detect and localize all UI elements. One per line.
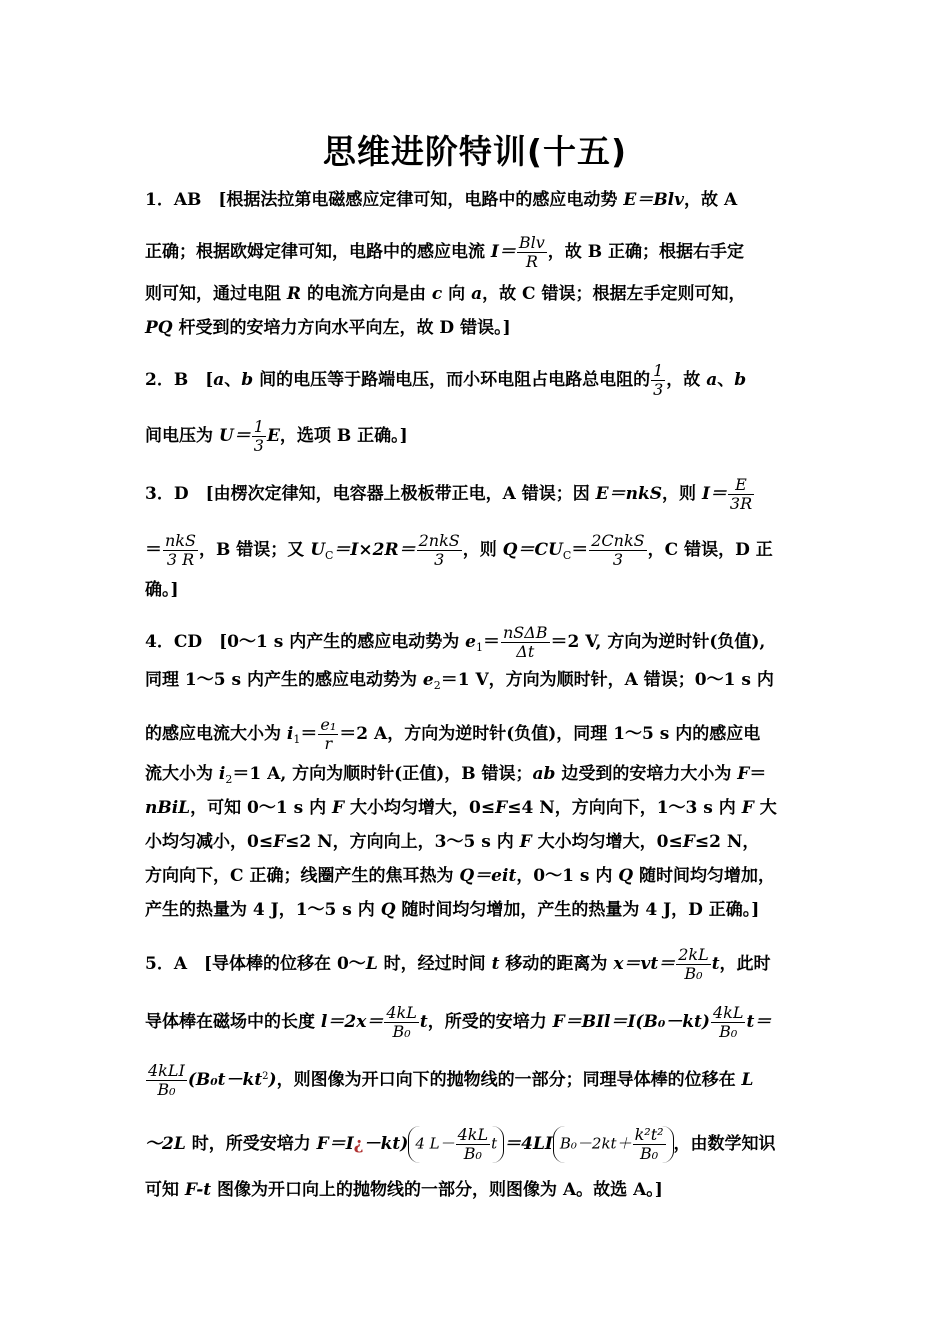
answer-4-line-3: 的感应电流大小为 $i_1=$ $\frac{\text{e₁}}{r}$ ＝2 A，方向为逆时针(负值)，同理 1～5 s 内的感应电 bbox=[145, 715, 761, 753]
answer-4-line-1: 4．CD [0～1 s 内产生的感应电动势为 $e_1=$ nSΔB Δt ＝2 V, 方向为逆时针(负值), bbox=[145, 623, 766, 661]
answer-5-line-1: 5．A [导体棒的位移在 0～L 时，经过时间 t 移动的距离为 x＝vt＝ $\frac{2kL}{\text{B₀}}$ t，此时 bbox=[145, 945, 771, 983]
answer-5-line-2: 导体棒在磁场中的长度 l＝2x＝ $\frac{4kL}{\text{B₀}}$ t，所受的安培力 F＝BIl＝I(B₀－kt) $\frac{4kL}{\text{B₀}}$ t＝ bbox=[145, 1003, 772, 1041]
fraction: $\frac{\text{e₁}}{r}$ bbox=[320, 715, 337, 753]
fraction: $\frac{4kL}{\text{B₀}}$ bbox=[712, 1003, 744, 1041]
fraction: $\frac{4kL}{\text{B₀}}$ bbox=[386, 1003, 417, 1041]
fraction: $\frac{2kL}{\text{B₀}}$ bbox=[678, 945, 709, 983]
fraction: Blv R bbox=[518, 233, 545, 271]
answer-2-line-2: 间电压为 U＝ $\frac{1}{3}$ E，选项 B 正确。] bbox=[145, 417, 408, 455]
answer-4-line-8: 产生的热量为 4 J，1～5 s 内 Q 随时间均匀增加，产生的热量为 4 J，D 正确。] bbox=[145, 900, 760, 920]
fraction: nSΔB Δt bbox=[502, 623, 548, 661]
fraction: $\frac{\text{k²t²}}{\text{B₀}}$ bbox=[634, 1125, 664, 1163]
answer-4-line-6: 小均匀减小，0≤F≤2 N，方向向上，3～5 s 内 F 大小均匀增大，0≤F≤2 N， bbox=[145, 832, 760, 852]
answer-3-line-2: ＝ nkS 3 R ，B 错误；又 $U_C=I\times 2R=$ 2nkS 3 ，则 $Q=CU_C=$ 2CnkS 3 ，C 错误，D 正 bbox=[145, 531, 773, 569]
answer-4-line-7: 方向向下，C 正确；线圈产生的焦耳热为 Q＝eit，0～1 s 内 Q 随时间均匀增加， bbox=[145, 866, 776, 886]
answer-3-line-1: 3．D [由楞次定律知，电容器上极板带正电，A 错误；因 E＝nkS，则 I＝ $\frac{E}{3R}$ bbox=[145, 475, 753, 513]
answer-3-line-3: 确。] bbox=[145, 580, 179, 600]
fraction: $\frac{4kL}{\text{B₀}}$ bbox=[457, 1125, 489, 1163]
fraction: 2nkS 3 bbox=[418, 531, 460, 569]
answer-5-line-4: ～2L 时，所受安培力 F＝I¿－kt) 4 L－ $\frac{4kL}{\text{B₀}}$ t ＝4LI B₀－2kt＋ $\frac{\text{k²t²}}{\text{B₀}}$ ，由数学知识 bbox=[145, 1125, 776, 1163]
answer-5-line-3: 4kLI B₀ $(B_0t-kt^2)$，则图像为开口向下的抛物线的一部分；同理导体棒的位移在 L bbox=[148, 1061, 754, 1099]
fraction: $\frac{E}{3R}$ bbox=[729, 475, 753, 513]
answer-1-line-2: 正确；根据欧姆定律可知，电路中的感应电流 I＝ Blv R ，故 B 正确；根据右手定 bbox=[145, 233, 745, 271]
answer-5-line-5: 可知 F-t 图像为开口向上的抛物线的一部分，则图像为 A。故选 A。] bbox=[145, 1180, 663, 1200]
fraction: $\frac{1}{3}$ bbox=[653, 361, 664, 399]
answer-4-line-2: 同理 1～5 s 内产生的感应电动势为 $e_2=1$ V，方向为顺时针，A 错误；0～1 s 内 bbox=[145, 670, 774, 692]
bracket-expression: 4 L－ $\frac{4kL}{\text{B₀}}$ t bbox=[408, 1126, 504, 1163]
answer-1-line-3: 则可知，通过电阻 R 的电流方向是由 c 向 a，故 C 错误；根据左手定则可知， bbox=[145, 284, 746, 304]
answer-4-line-5: nBiL，可知 0～1 s 内 F 大小均匀增大，0≤F≤4 N，方向向下，1～3 s 内 F 大 bbox=[145, 798, 777, 818]
answer-1-line-1: 1．AB [根据法拉第电磁感应定律可知，电路中的感应电动势 E＝Blv，故 A bbox=[145, 190, 738, 210]
answer-1-line-4: PQ 杆受到的安培力方向水平向左，故 D 错误。] bbox=[145, 318, 511, 338]
fraction: nkS 3 R bbox=[165, 531, 196, 569]
fraction: $\frac{1}{3}$ bbox=[253, 417, 264, 455]
fraction: 4kLI B₀ bbox=[148, 1061, 185, 1099]
page-title: 思维进阶特训(十五) bbox=[322, 132, 628, 171]
bracket-expression: B₀－2kt＋ $\frac{\text{k²t²}}{\text{B₀}}$ bbox=[553, 1126, 674, 1163]
answer-2-line-1: 2．B [a、b 间的电压等于路端电压，而小环电阻占电路总电阻的 $\frac{1}{3}$ ，故 a、b bbox=[145, 361, 747, 399]
fraction: 2CnkS 3 bbox=[591, 531, 645, 569]
answer-4-line-4: 流大小为 $i_2=1$ A, 方向为顺时针(正值)，B 错误；ab 边受到的安培力大小为 F＝ bbox=[145, 764, 767, 786]
